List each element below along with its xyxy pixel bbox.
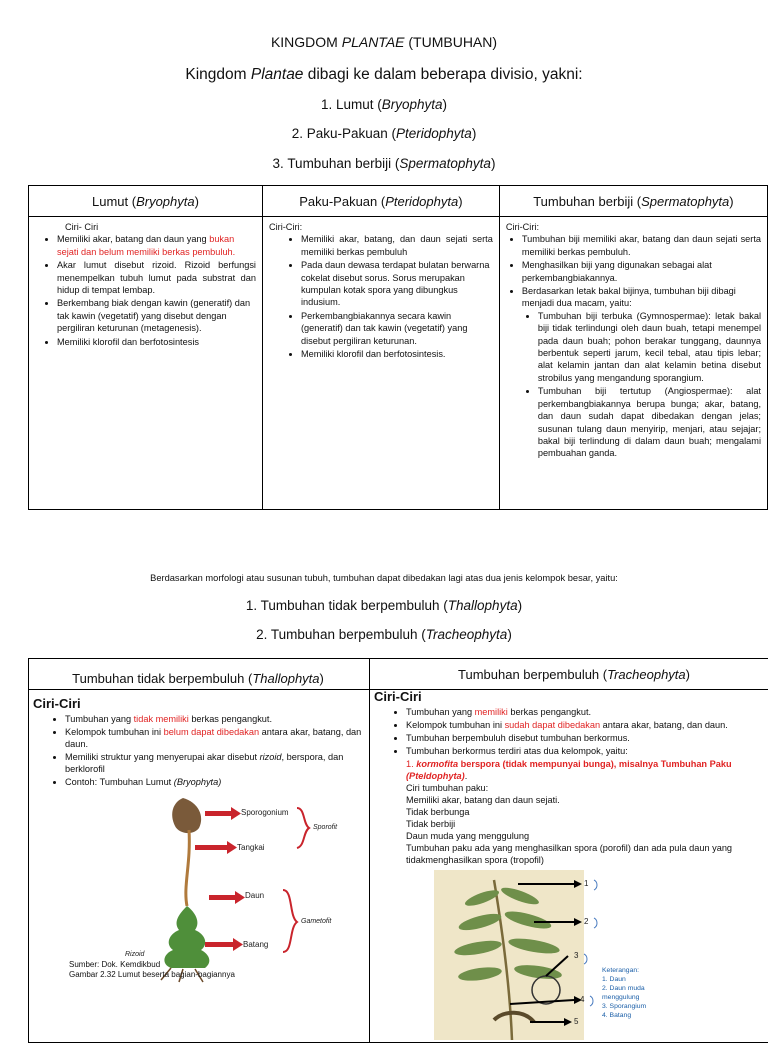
stalk-shape: [186, 830, 189, 906]
fig-number: 5: [574, 1016, 578, 1028]
legend-item: 2. Daun muda: [602, 984, 646, 993]
fig-number: 2: [584, 916, 588, 928]
header-thallophyta: Tumbuhan tidak berpembuluh (Thallophyta): [29, 659, 370, 690]
cell-heading: Ciri-Ciri: [33, 698, 363, 710]
list-item: • Menghasilkan biji yang digunakan sebagai alat perkembangbiakannya.: [522, 259, 761, 284]
table-row: [29, 217, 768, 510]
fern-figure: [434, 870, 768, 1040]
table-header-row: [29, 186, 768, 217]
lumut-cell: [29, 217, 263, 510]
figure-caption: [69, 960, 235, 980]
fern-trait: Tidak berbiji: [406, 818, 768, 830]
division-item: 2. Paku-Pakuan (Pteridophyta): [0, 126, 768, 141]
vascular-comparison-table: [28, 658, 768, 1043]
list-item: • Contoh: Tumbuhan Lumut (Bryophyta): [65, 776, 363, 788]
sporogonium-capsule: [172, 798, 201, 833]
list-item: • Memiliki klorofil dan berfotosintesis.: [301, 348, 493, 360]
kormofita-block: [374, 758, 768, 866]
list-item: • Tumbuhan biji tertutup (Angiospermae): alat perkembangbiakannya berupa bunga; akar, batang, dan daun sudah dapat dibedakan dengan jelas; susunan tulang daun menyirip, menjari, atau sejajar; bakal biji terlindung di dalam daun buah; mengalami pembuahan ganda.: [538, 385, 761, 459]
list-item: • Memiliki klorofil dan berfotosintesis: [57, 336, 256, 348]
division-item: 1. Lumut (Bryophyta): [0, 97, 768, 112]
division-item: 3. Tumbuhan berbiji (Spermatophyta): [0, 156, 768, 171]
header-lumut: Lumut (Bryophyta): [29, 186, 263, 217]
list-item: • Kelompok tumbuhan ini sudah dapat dibedakan antara akar, batang, dan daun.: [406, 719, 768, 731]
cell-heading: Ciri-Ciri:: [506, 221, 761, 233]
list-item: • Tumbuhan berpembuluh disebut tumbuhan berkormus.: [406, 732, 768, 744]
paku-cell: [262, 217, 499, 510]
list-item: • Perkembangbiakannya secara kawin (generatif) dan tak kawin (vegetatif) yang disebut pergiliran keturunan.: [301, 310, 493, 347]
list-item: • Tumbuhan biji memiliki akar, batang dan daun sejati serta memiliki berkas pembuluh.: [522, 233, 761, 258]
legend-item: menggulung: [602, 993, 646, 1002]
figure-legend: [602, 966, 646, 1020]
fern-illustration: [434, 870, 768, 1040]
fern-trait: Tidak berbunga: [406, 806, 768, 818]
label-batang: Batang: [243, 939, 268, 951]
label-daun: Daun: [245, 890, 264, 902]
legend-item: 4. Batang: [602, 1011, 646, 1020]
label-sporofit: Sporofit: [313, 822, 337, 834]
label-sporogonium: Sporogonium: [241, 807, 289, 819]
list-item: • Tumbuhan berkormus terdiri atas dua kelompok, yaitu:: [406, 745, 768, 757]
thallophyta-cell: [29, 690, 370, 1043]
fern-trait: Daun muda yang menggulung: [406, 830, 768, 842]
fern-trait: Ciri tumbuhan paku:: [406, 782, 768, 794]
gametofit-bracket: [283, 890, 297, 952]
label-rizoid: Rizoid: [125, 949, 144, 961]
intro-paragraph: Berdasarkan morfologi atau susunan tubuh, tumbuhan dapat dibedakan lagi atas dua jenis kelompok besar, yaitu:: [0, 573, 768, 583]
leafy-shoot: [164, 906, 209, 968]
caption-title: Gambar 2.32 Lumut beserta bagian-bagiannya: [69, 970, 235, 980]
group-item: 2. Tumbuhan berpembuluh (Tracheophyta): [0, 627, 768, 642]
moss-figure: [33, 794, 363, 984]
list-item: • Memiliki struktur yang menyerupai akar disebut rizoid, berspora, dan berklorofil: [65, 751, 363, 775]
header-biji: Tumbuhan berbiji (Spermatophyta): [499, 186, 767, 217]
number-brackets: [584, 880, 597, 1006]
page-subtitle: Kingdom Plantae dibagi ke dalam beberapa divisio, yakni:: [0, 66, 768, 84]
fern-trait: Memiliki akar, batang dan daun sejati.: [406, 794, 768, 806]
legend-item: 1. Daun: [602, 975, 646, 984]
table-header-row: [29, 659, 768, 690]
list-item: • Berdasarkan letak bakal bijinya, tumbuhan biji dibagi menjadi dua macam, yaitu: • Tumbuhan biji terbuka (Gymnospermae): letak bakal biji tidak terlindungi oleh daun buah, tetapi menempel pada daun buah; pohon berakar tunggang, daunnya berbentuk seperti jarum, kecil tebal, atau tipis lebar; alat kelamin jantan dan alat kelamin betina disebut strobilus yang mengandung sporangium. • Tumbuhan biji tertutup (Angiospermae): alat perkembangbiakannya berupa bunga; akar, batang, dan daun sudah dapat dibedakan dengan jelas; susunan tulang daun menyirip, menjari, atau sejajar; bakal biji terlindung di dalam daun buah; mengalami pembuahan ganda.: [522, 285, 761, 460]
fig-number: 4: [580, 994, 584, 1006]
list-item: • Memiliki akar, batang, dan daun sejati serta memiliki berkas pembuluh: [301, 233, 493, 258]
cell-heading: Ciri- Ciri: [35, 221, 256, 233]
legend-item: 3. Sporangium: [602, 1002, 646, 1011]
list-item: • Memiliki akar, batang dan daun yang bukan sejati dan belum memiliki berkas pembuluh.: [57, 233, 256, 258]
fern-trait: Tumbuhan paku ada yang menghasilkan spora (porofil) dan ada pula daun yang tidakmenghasilkan spora (tropofil): [406, 842, 768, 866]
header-tracheophyta: Tumbuhan berpembuluh (Tracheophyta): [370, 659, 768, 690]
page-title: KINGDOM PLANTAE (TUMBUHAN): [0, 34, 768, 50]
label-tangkai: Tangkai: [237, 842, 265, 854]
list-item: • Kelompok tumbuhan ini belum dapat dibedakan antara akar, batang, dan daun.: [65, 726, 363, 750]
cell-heading: Ciri-Ciri: [374, 691, 768, 703]
list-item: • Tumbuhan biji terbuka (Gymnospermae): letak bakal biji tidak terlindungi oleh daun buah, tetapi menempel pada daun buah; pohon berakar tunggang, daunnya berbentuk seperti jarum, kecil tebal, atau tipis lebar; alat kelamin jantan dan alat kelamin betina disebut strobilus yang mengandung sporangium.: [538, 310, 761, 384]
list-item: • Tumbuhan yang memiliki berkas pengangkut.: [406, 706, 768, 718]
division-comparison-table: [28, 185, 768, 510]
fig-number: 1: [584, 878, 588, 890]
list-item: • Tumbuhan yang tidak memiliki berkas pengangkut.: [65, 713, 363, 725]
list-item: • Akar lumut disebut rizoid. Rizoid berfungsi menempelkan tubuh lumut pada substrat dan hidup di tempat lembap.: [57, 259, 256, 296]
cell-heading: Ciri-Ciri:: [269, 221, 493, 233]
group-item: 1. Tumbuhan tidak berpembuluh (Thallophyta): [0, 598, 768, 613]
list-item: • Berkembang biak dengan kawin (generatif) dan tak kawin (vegetatif) yang disebut dengan pergiliran keturunan (metagenesis).: [57, 297, 256, 334]
fig-number: 3: [574, 950, 578, 962]
legend-title: Keterangan:: [602, 966, 646, 975]
caption-source: Sumber: Dok. Kemdikbud: [69, 960, 235, 970]
table-row: [29, 690, 768, 1043]
arrows: [195, 807, 245, 951]
label-gametofit: Gametofit: [301, 916, 331, 928]
tracheophyta-cell: [370, 690, 768, 1043]
sporofit-bracket: [297, 808, 309, 848]
header-paku: Paku-Pakuan (Pteridophyta): [262, 186, 499, 217]
list-item: • Pada daun dewasa terdapat bulatan berwarna cokelat disebut sorus. Sorus merupakan kumpulan kotak spora yang dibungkus indusium.: [301, 259, 493, 309]
biji-cell: [499, 217, 767, 510]
kormofita-heading: 1. kormofita berspora (tidak mempunyai bunga), misalnya Tumbuhan Paku (Pteldophyta).: [406, 758, 768, 782]
